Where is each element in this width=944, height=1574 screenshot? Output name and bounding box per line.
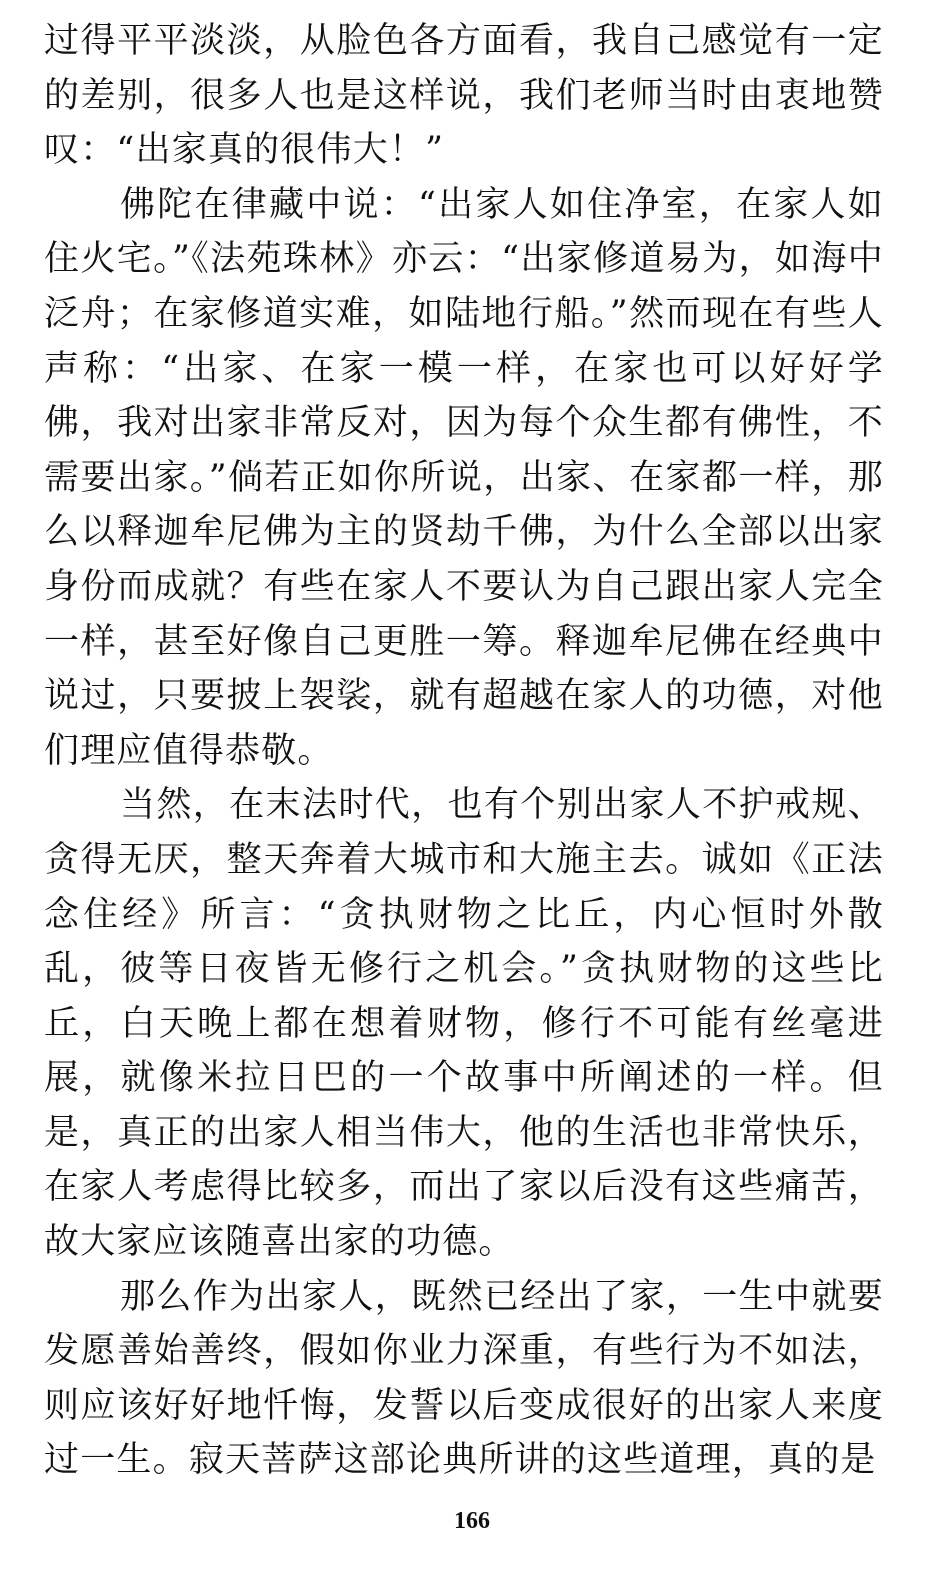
paragraph-1: 过得平平淡淡，从脸色各方面看，我自己感觉有一定的差别，很多人也是这样说，我们老师当时由衷地赞叹：“出家真的很伟大！” — [44, 21, 884, 171]
paragraph-4: 那么作为出家人，既然已经出了家，一生中就要发愿善始善终，假如你业力深重，有些行为不如法，则应该好好地忏悔，发誓以后变成很好的出家人来度过一生。寂天菩萨这部论典所讲的这些道理，真的是 — [44, 1276, 884, 1481]
page-body — [44, 14, 884, 1488]
page-number: 166 — [454, 1508, 490, 1534]
paragraph-2: 佛陀在律藏中说：“出家人如住净室，在家人如住火宅。”《法苑珠林》亦云：“出家修道易为，如海中泛舟；在家修道实难，如陆地行船。”然而现在有些人声称：“出家、在家一模一样，在家也可以好好学佛，我对出家非常反对，因为每个众生都有佛性，不需要出家。”倘若正如你所说，出家、在家都一样，那么以释迦牟尼佛为主的贤劫千佛，为什么全部以出家身份而成就？有些在家人不要认为自己跟出家人完全一样，甚至好像自己更胜一筹。释迦牟尼佛在经典中说过，只要披上袈裟，就有超越在家人的功德，对他们理应值得恭敬。 — [44, 184, 884, 771]
paragraph-3: 当然，在末法时代，也有个别出家人不护戒规、贪得无厌，整天奔着大城市和大施主去。诚如《正法念住经》所言：“贪执财物之比丘，内心恒时外散乱，彼等日夜皆无修行之机会。”贪执财物的这些比丘，白天晚上都在想着财物，修行不可能有丝毫进展，就像米拉日巴的一个故事中所阐述的一样。但是，真正的出家人相当伟大，他的生活也非常快乐，在家人考虑得比较多，而出了家以后没有这些痛苦，故大家应该随喜出家的功德。 — [44, 785, 884, 1263]
